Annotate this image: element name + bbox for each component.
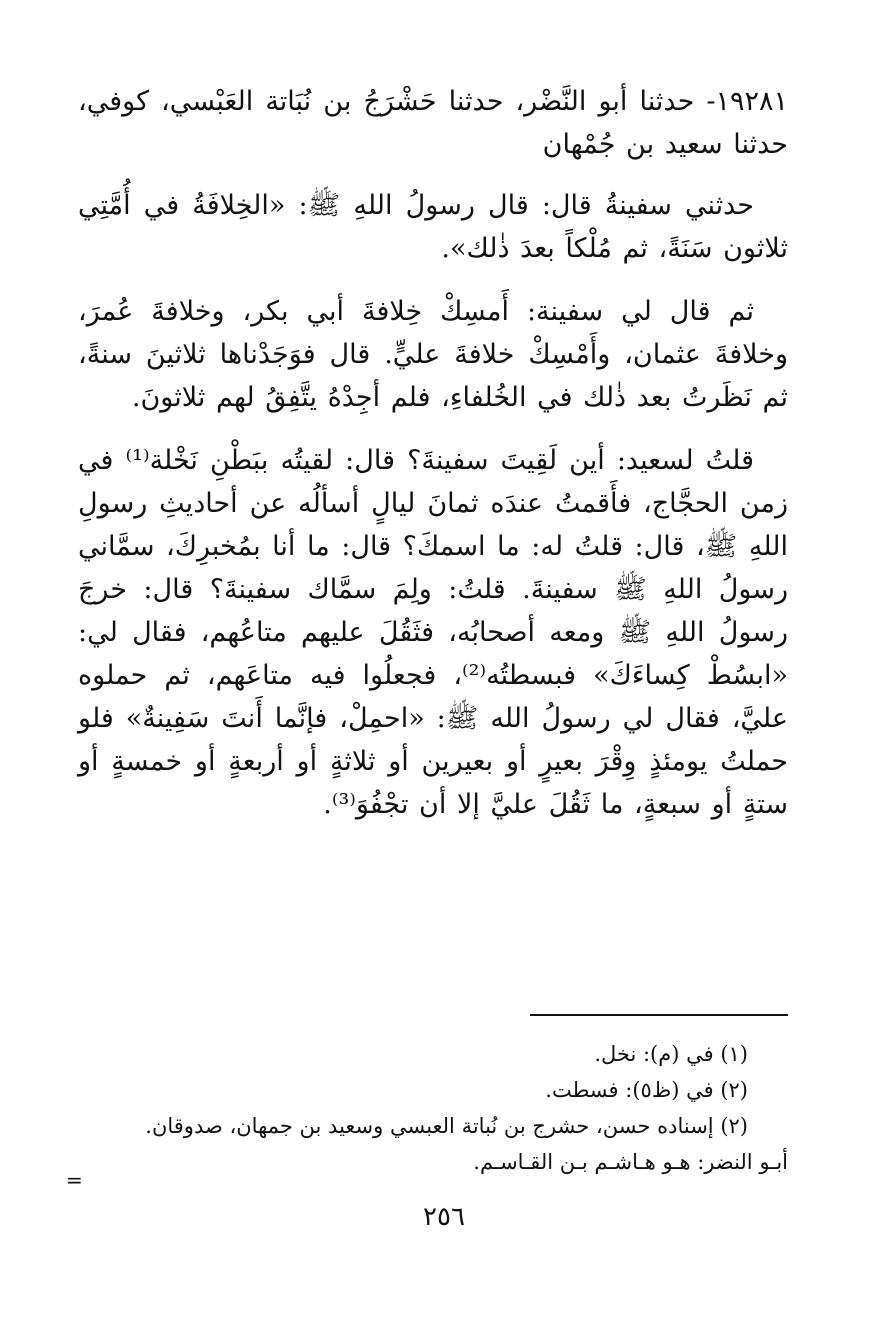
hadith-header: ١٩٢٨١- حدثنا أبو النَّضْر، حدثنا حَشْرَجُ بن نُبَاتة العَبْسي، كوفي، حدثنا سعيد بن جُمْهان [78, 86, 788, 160]
hadith-paragraph-2: ثم قال لي سفينة: أَمسِكْ خِلافةَ أبي بكر، وخلافةَ عُمرَ، وخلافةَ عثمان، وأَمْسِكْ خلافةَ عليٍّ. قال فوَجَدْناها ثلاثينَ سنةً، ثم نَظَرتُ بعد ذٰلك في الخُلفاءِ، فلم أجِدْهُ يتَّفِقُ لهم ثلاثونَ. [78, 296, 788, 413]
footnote-separator [530, 1014, 788, 1016]
footnote-3: (٢) إسناده حسن، حشرج بن نُباتة العبسي وسعيد بن جمهان، صدوقان. [145, 1114, 748, 1138]
hadith-paragraph-3: قلتُ لسعيد: أين لَقِيتَ سفينةَ؟ قال: لقيتُه ببَطْنِ نَخْلة⁽¹⁾ في زمن الحجَّاج، فأَقمتُ عندَه ثمانَ ليالٍ أسألُه عن أحاديثِ رسولِ اللهِ ﷺ، قال: قلتُ له: ما اسمكَ؟ قال: ما أنا بمُخبرِكَ، سمَّاني رسولُ اللهِ ﷺ سفينةَ. قلتُ: ولِمَ سمَّاك سفينةَ؟ قال: خرجَ رسولُ اللهِ ﷺ ومعه أصحابُه، فثَقُلَ عليهم متاعُهم، فقال لي: «ابسُطْ كِساءَكَ» فبسطتُه⁽²⁾، فجعلُوا فيه متاعَهم، ثم حملوه عليَّ، فقال لي رسولُ الله ﷺ: «احمِلْ، فإنَّما أَنتَ سَفِينةٌ» فلو حملتُ يومئذٍ وِقْرَ بعيرٍ أو بعيرين أو ثلاثةٍ أو أربعةٍ أو خمسةٍ أو ستةٍ أو سبعةٍ، ما ثَقُلَ عليَّ إلا أن تجْفُوَ⁽³⁾. [78, 445, 788, 820]
hadith-paragraph-1: حدثني سفينةُ قال: قال رسولُ اللهِ ﷺ: «الخِلافَةُ في أُمَّتِي ثلاثون سَنَةً، ثم مُلْكاً بعدَ ذٰلك». [78, 190, 788, 264]
continuation-mark: = [66, 1168, 83, 1192]
page-body [78, 80, 788, 1280]
footnote-2: (٢) في (ظ٥): فسطت. [545, 1078, 748, 1102]
footnote-1: (١) في (م): نخل. [594, 1042, 748, 1066]
page-number: ٢٥٦ [423, 1202, 465, 1232]
footnotes [78, 1036, 788, 1180]
footnote-3-continuation: أبـو النضر: هـو هـاشـم بـن القـاسـم. [473, 1150, 788, 1174]
